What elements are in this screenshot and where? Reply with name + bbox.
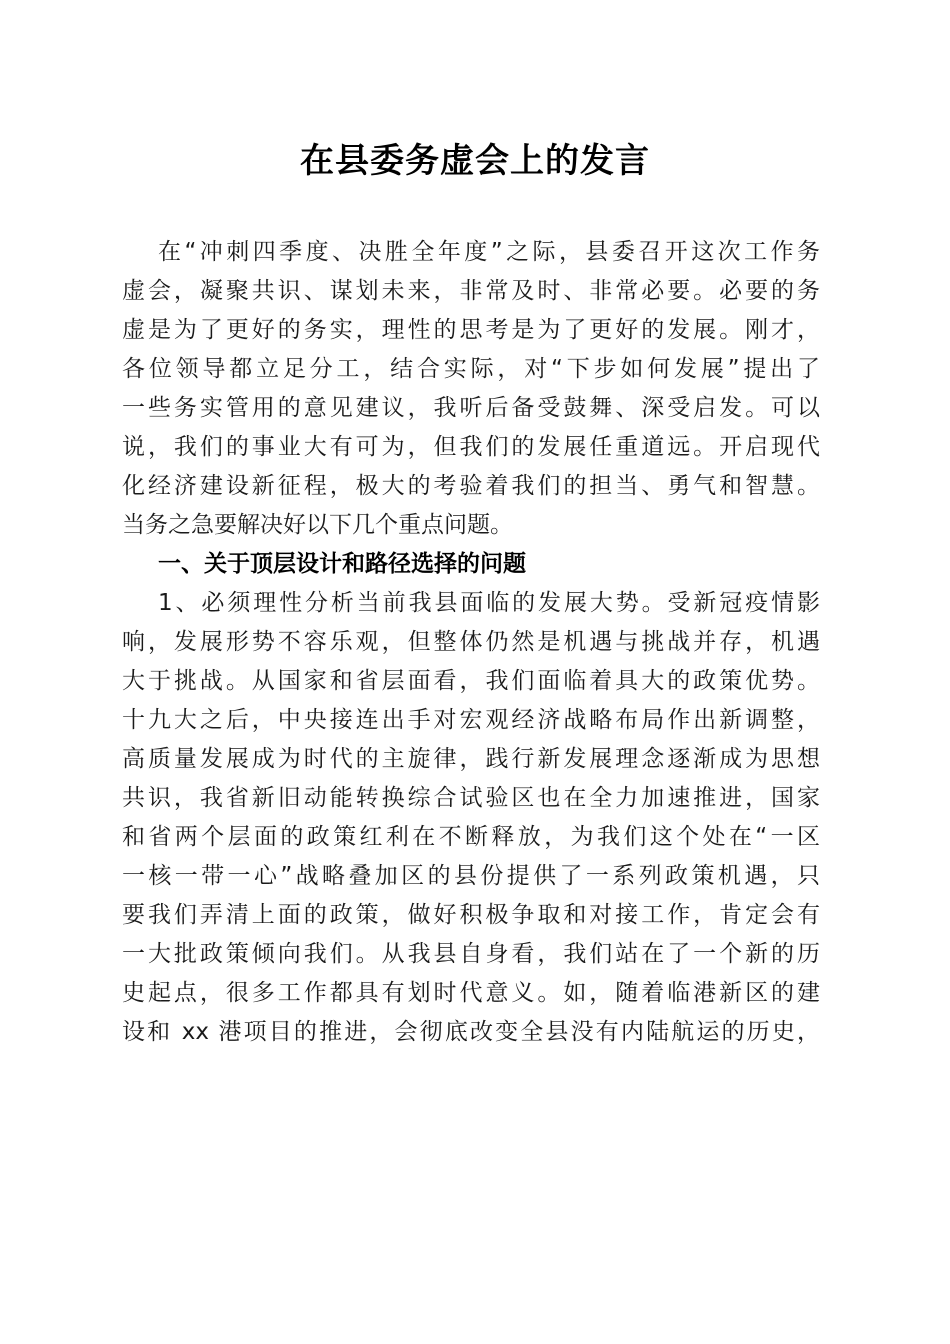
text-line: 史起点，很多工作都具有划时代意义。如，随着临港新区的建 <box>122 980 820 1006</box>
text-line: 各位领导都立足分工，结合实际，对“下步如何发展”提出了 <box>122 356 820 382</box>
text-line: 1、必须理性分析当前我县面临的发展大势。受新冠疫情影 <box>158 590 820 616</box>
text-line: 响，发展形势不容乐观，但整体仍然是机遇与挑战并存，机遇 <box>122 629 820 655</box>
text-line: 说，我们的事业大有可为，但我们的发展任重道远。开启现代 <box>122 434 820 460</box>
text-line: 在“冲刺四季度、决胜全年度”之际，县委召开这次工作务 <box>158 239 820 265</box>
text-line: 大于挑战。从国家和省层面看，我们面临着具大的政策优势。 <box>122 668 820 694</box>
text-line: 虚会，凝聚共识、谋划未来，非常及时、非常必要。必要的务 <box>122 278 820 304</box>
text-line: 十九大之后，中央接连出手对宏观经济战略布局作出新调整， <box>122 707 820 733</box>
document-title: 在县委务虚会上的发言 <box>300 141 650 181</box>
text-line: 一些务实管用的意见建议，我听后备受鼓舞、深受启发。可以 <box>122 395 820 421</box>
text-line: 要我们弄清上面的政策，做好积极争取和对接工作，肯定会有 <box>122 902 820 928</box>
text-line: 设和 xx 港项目的推进，会彻底改变全县没有内陆航运的历史， <box>122 1019 820 1045</box>
text-line: 一核一带一心”战略叠加区的县份提供了一系列政策机遇，只 <box>122 863 820 889</box>
text-line: 高质量发展成为时代的主旋律，践行新发展理念逐渐成为思想 <box>122 746 820 772</box>
text-line: 和省两个层面的政策红利在不断释放，为我们这个处在“一区 <box>122 824 820 850</box>
section-paragraph <box>122 584 820 1052</box>
text-line: 共识，我省新旧动能转换综合试验区也在全力加速推进，国家 <box>122 785 820 811</box>
section-heading: 一、关于顶层设计和路径选择的问题 <box>158 551 526 577</box>
text-line: 虚是为了更好的务实，理性的思考是为了更好的发展。刚才， <box>122 317 820 343</box>
document-body <box>122 233 820 1052</box>
intro-paragraph <box>122 233 820 545</box>
text-line: 当务之急要解决好以下几个重点问题。 <box>122 512 513 538</box>
text-line: 一大批政策倾向我们。从我县自身看，我们站在了一个新的历 <box>122 941 820 967</box>
text-line: 化经济建设新征程，极大的考验着我们的担当、勇气和智慧。 <box>122 473 820 499</box>
